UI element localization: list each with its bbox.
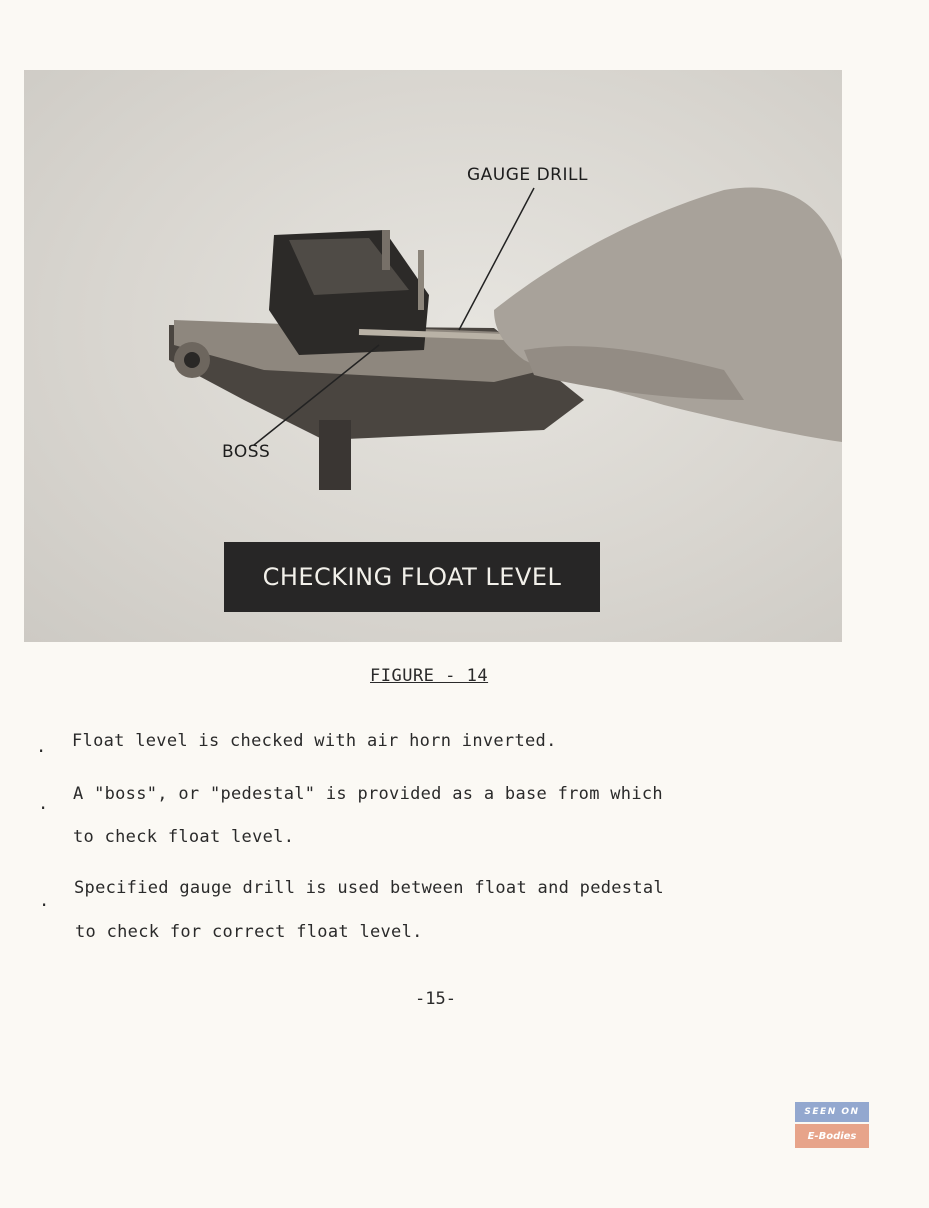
- bullet-mark: .: [36, 737, 47, 757]
- bullet-2-line-2: to check float level.: [73, 827, 295, 847]
- watermark-badge: [795, 1102, 869, 1148]
- mounting-post: [319, 420, 351, 490]
- bullet-mark: .: [38, 794, 49, 814]
- boss-label: BOSS: [222, 442, 271, 462]
- bullet-1-line-1: Float level is checked with air horn inverted.: [72, 731, 557, 751]
- photo-caption: CHECKING FLOAT LEVEL: [224, 542, 600, 612]
- figure-title: FIGURE - 14: [370, 666, 489, 686]
- gauge-drill-label: GAUGE DRILL: [467, 165, 588, 185]
- bullet-mark: .: [39, 891, 50, 911]
- bullet-2-line-1: A "boss", or "pedestal" is provided as a base from which: [73, 784, 663, 804]
- figure-photo: [24, 70, 842, 642]
- page-number: -15-: [415, 989, 456, 1009]
- badge-bottom: E-Bodies: [795, 1124, 869, 1148]
- badge-top: SEEN ON: [795, 1102, 869, 1122]
- bullet-3-line-2: to check for correct float level.: [75, 922, 423, 942]
- bullet-3-line-1: Specified gauge drill is used between float and pedestal: [74, 878, 664, 898]
